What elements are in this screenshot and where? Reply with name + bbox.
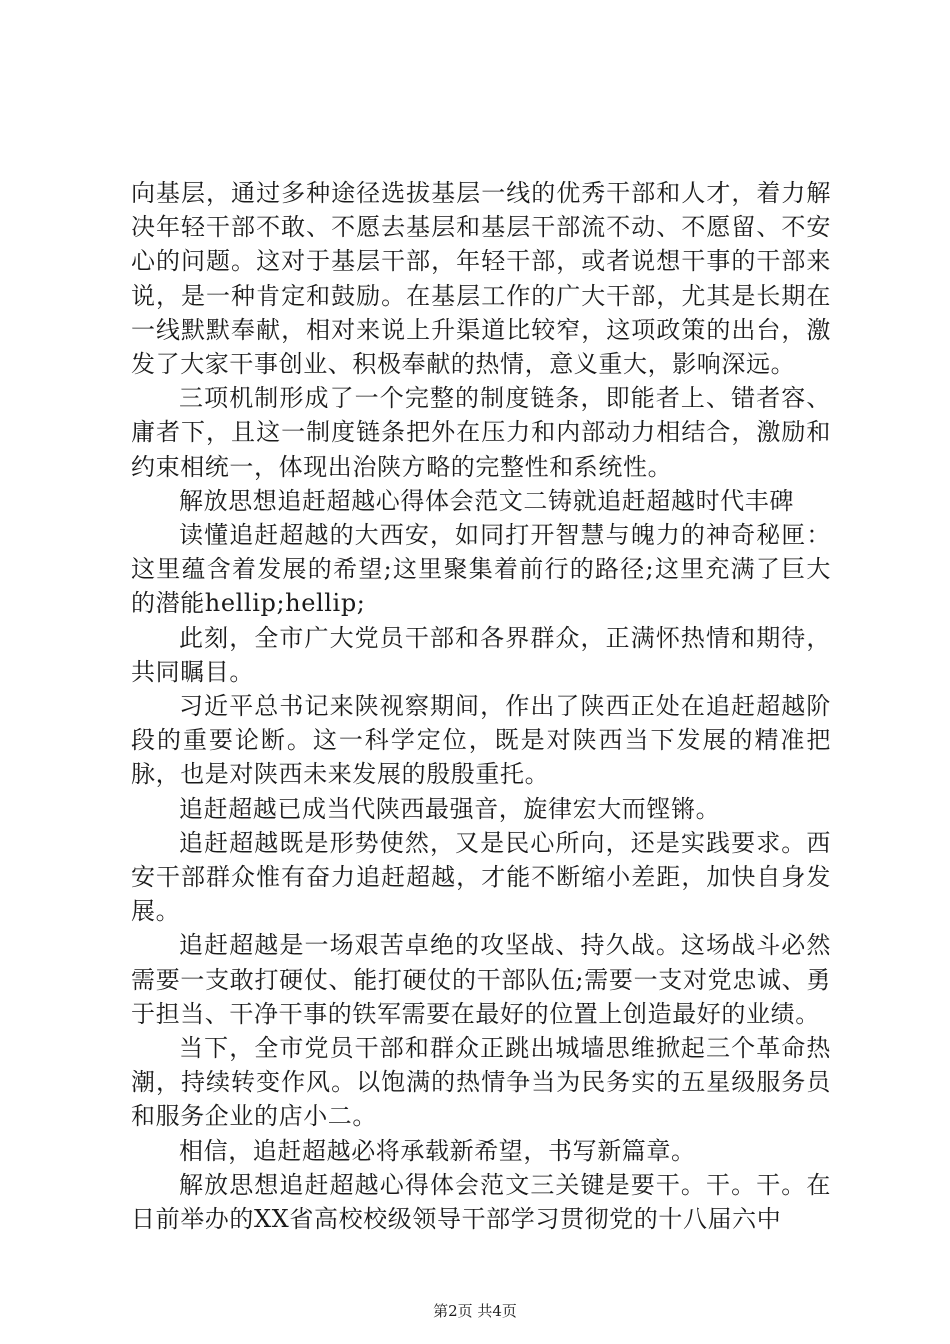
paragraph-8: 追赶超越是一场艰苦卓绝的攻坚战、持久战。这场战斗必然需要一支敢打硬仗、能打硬仗的干部队伍;需要一支对党忠诚、勇于担当、干净干事的铁军需要在最好的位置上创造最好的业绩。 xyxy=(131,931,831,1028)
section-heading-3: 解放思想追赶超越心得体会范文三关键是要干。干。干。在日前举办的XX省高校校级领导干部学习贯彻党的十八届六中 xyxy=(131,1170,831,1234)
paragraph-4: 此刻，全市广大党员干部和各界群众，正满怀热情和期待，共同瞩目。 xyxy=(131,623,831,686)
paragraph-7: 追赶超越既是形势使然，又是民心所向，还是实践要求。西安干部群众惟有奋力追赶超越，才能不断缩小差距，加快自身发展。 xyxy=(131,828,831,926)
paragraph-3: 读懂追赶超越的大西安，如同打开智慧与魄力的神奇秘匣：这里蕴含着发展的希望;这里聚集着前行的路径;这里充满了巨大的潜能hellip;hellip; xyxy=(131,521,831,618)
body-text xyxy=(131,176,831,1236)
paragraph-5: 习近平总书记来陕视察期间，作出了陕西正处在追赶超越阶段的重要论断。这一科学定位，既是对陕西当下发展的精准把脉，也是对陕西未来发展的殷殷重托。 xyxy=(131,692,831,789)
paragraph-1: 向基层，通过多种途径选拔基层一线的优秀干部和人才，着力解决年轻干部不敢、不愿去基层和基层干部流不动、不愿留、不安心的问题。这对于基层干部，年轻干部，或者说想干事的干部来说，是一种肯定和鼓励。在基层工作的广大干部，尤其是长期在一线默默奉献，相对来说上升渠道比较窄，这项政策的出台，激发了大家干事创业、积极奉献的热情，意义重大，影响深远。 xyxy=(131,179,831,379)
page-footer: 第2页 共4页 xyxy=(433,1302,517,1320)
paragraph-10: 相信，追赶超越必将承载新希望，书写新篇章。 xyxy=(179,1136,696,1165)
paragraph-2: 三项机制形成了一个完整的制度链条，即能者上、错者容、庸者下，且这一制度链条把外在压力和内部动力相结合，激励和约束相统一，体现出治陕方略的完整性和系统性。 xyxy=(131,384,831,481)
paragraph-9: 当下，全市党员干部和群众正跳出城墙思维掀起三个革命热潮，持续转变作风。以饱满的热情争当为民务实的五星级服务员和服务企业的店小二。 xyxy=(131,1034,831,1131)
section-heading-2: 解放思想追赶超越心得体会范文二铸就追赶超越时代丰碑 xyxy=(179,486,794,515)
paragraph-6: 追赶超越已成当代陕西最强音，旋律宏大而铿锵。 xyxy=(179,794,721,823)
